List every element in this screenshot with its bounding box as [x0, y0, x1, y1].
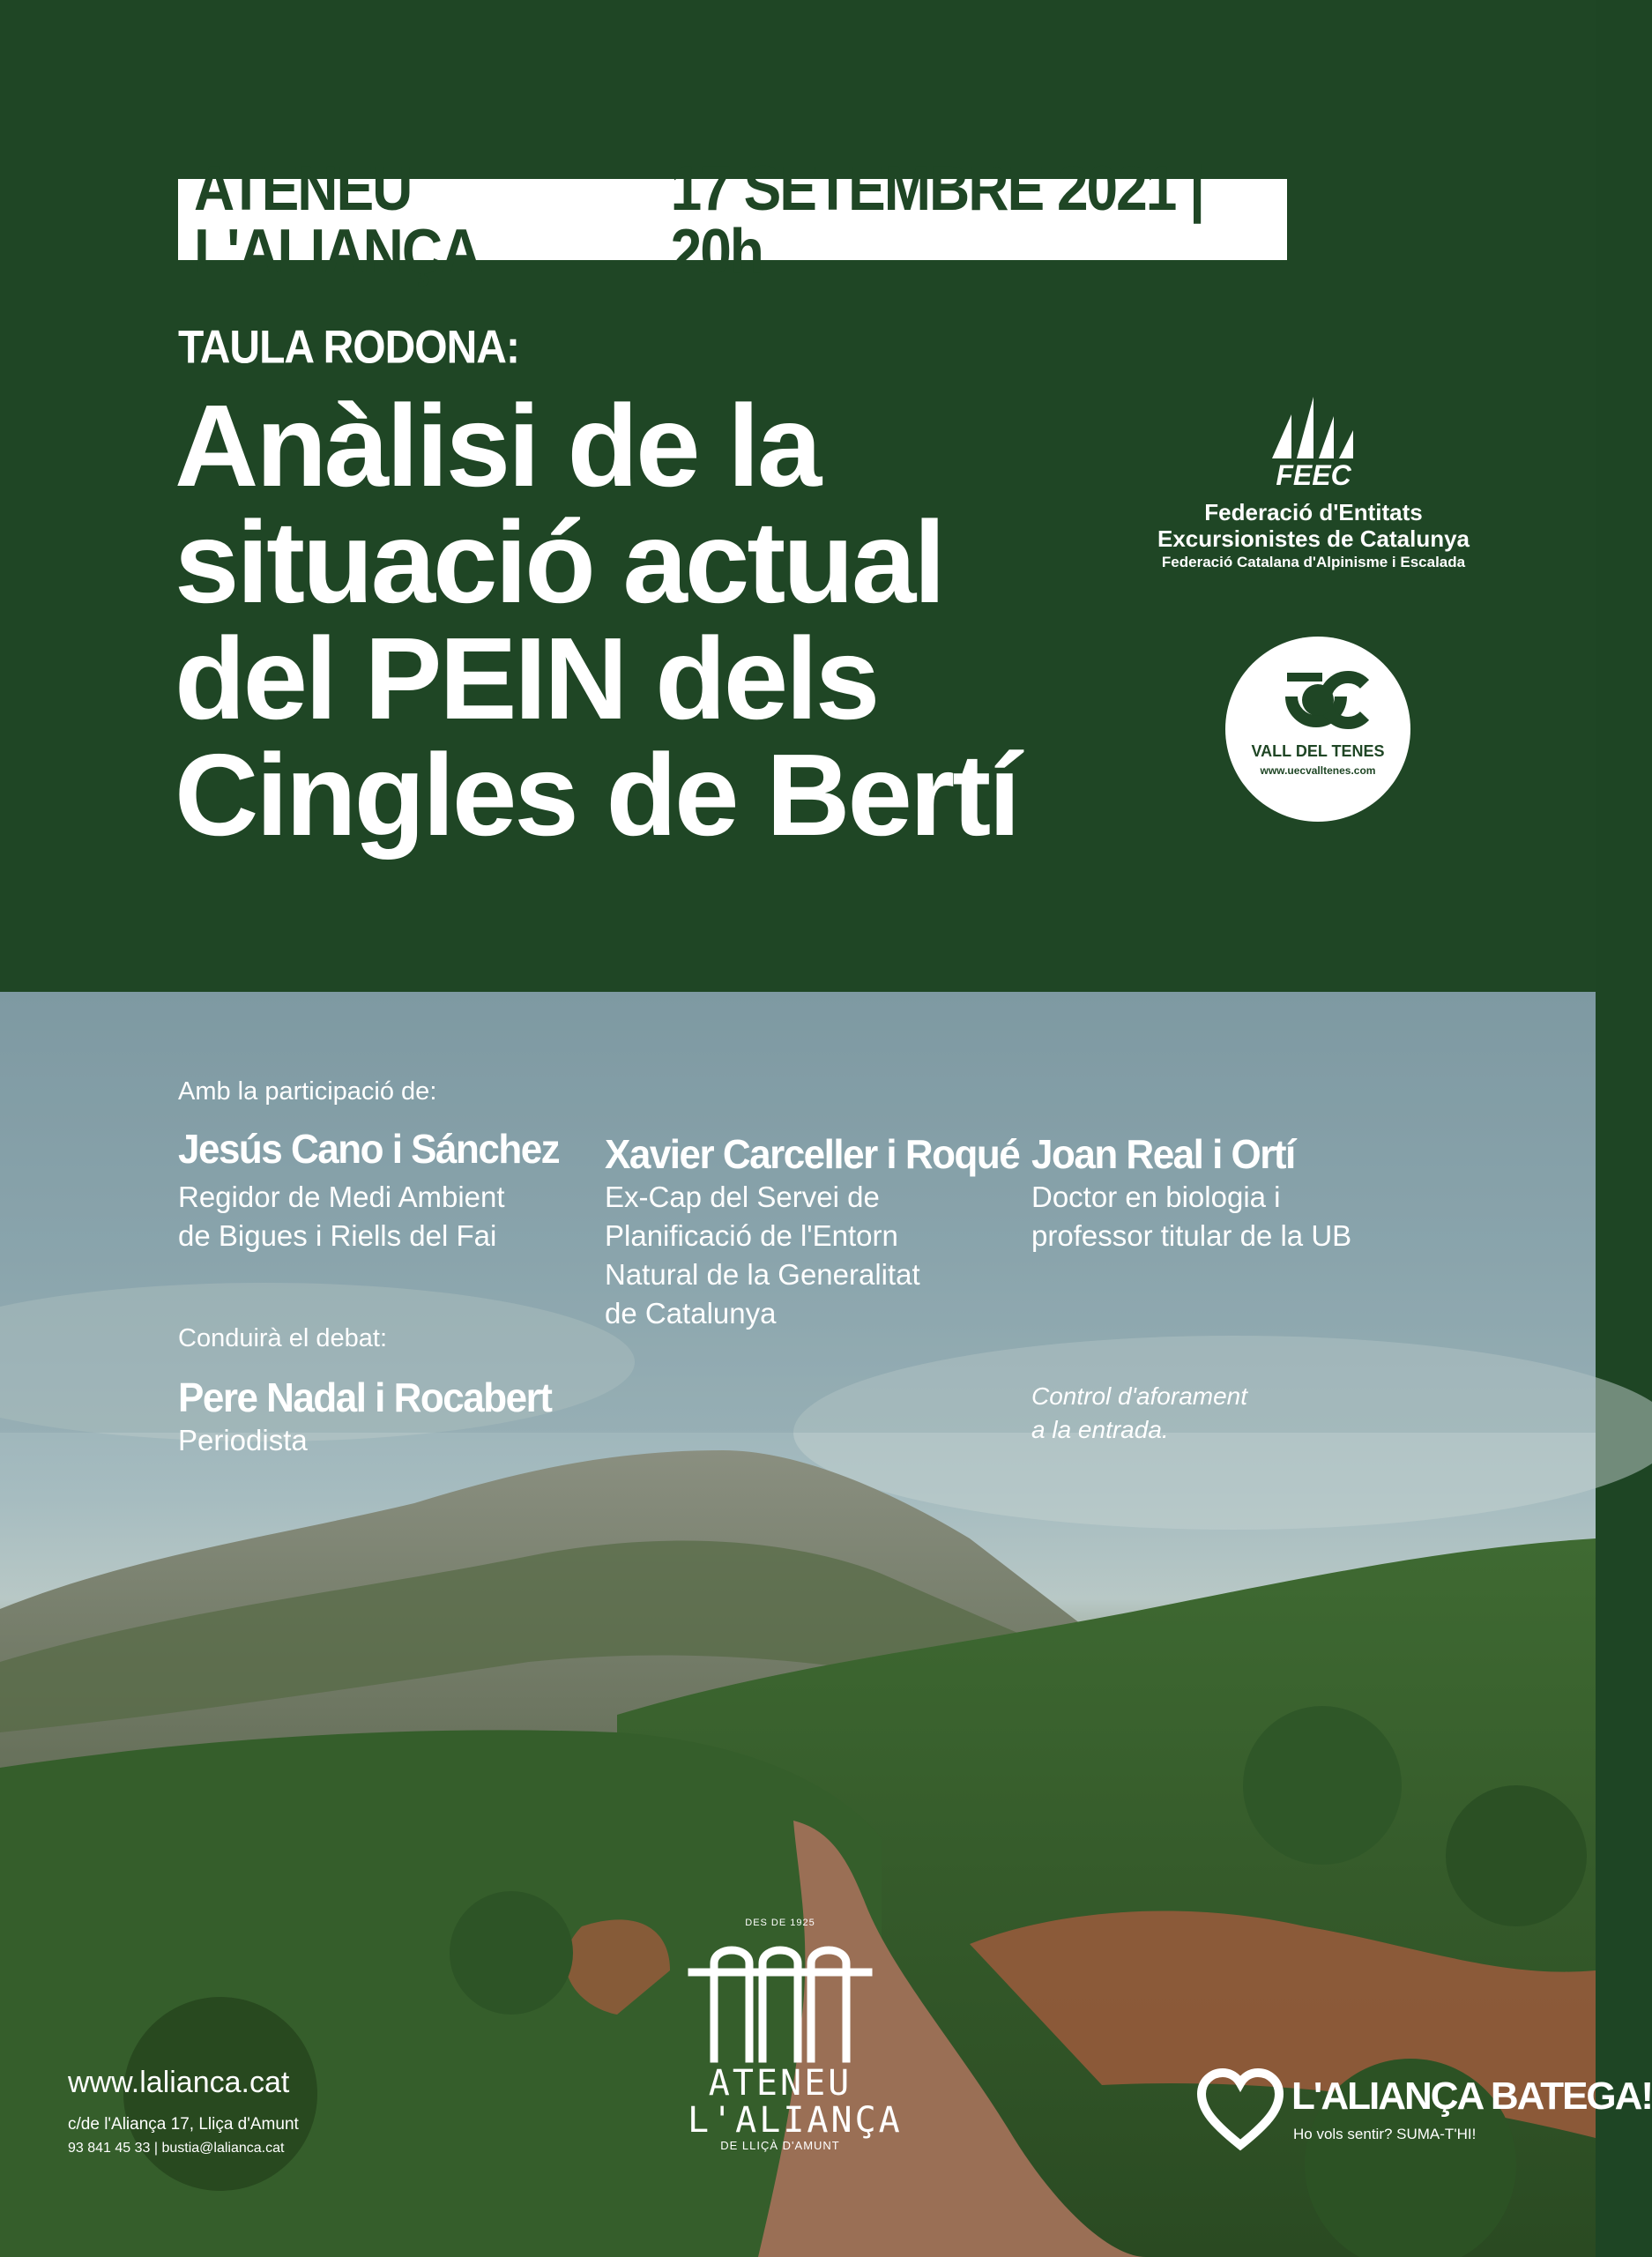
participant-card: [1031, 1132, 1437, 1255]
header-panel: [0, 0, 1596, 992]
uec-name: VALL DEL TENES: [1251, 742, 1385, 760]
role-line: Ex-Cap del Servei de: [605, 1181, 880, 1213]
moderator-role: Periodista: [178, 1424, 308, 1456]
event-date-time: 17 SETEMBRE 2021 | 20h: [670, 152, 1204, 287]
moderator-intro: Conduirà el debat:: [178, 1324, 387, 1352]
role-line: Regidor de Medi Ambient: [178, 1181, 505, 1213]
campaign-tagline: Ho vols sentir? SUMA-T'HI!: [1293, 2126, 1477, 2142]
participant-role: [1031, 1178, 1437, 1255]
ateneu-since: DES DE 1925: [745, 1918, 815, 1928]
address: c/de l'Aliança 17, Lliça d'Amunt: [68, 2115, 299, 2134]
moderator-card: [178, 1375, 636, 1460]
participant-card: [178, 1127, 584, 1255]
ateneu-word-1: ATENEU: [708, 2063, 852, 2104]
campaign-logo: [1196, 2067, 1652, 2156]
participant-role: [605, 1178, 1028, 1333]
event-type: TAULA RODONA:: [178, 322, 519, 374]
participant-name: Xavier Carceller i Roqué: [605, 1132, 1020, 1178]
feec-line-3: Federació Catalana d'Alpinisme i Escalada: [1161, 554, 1466, 570]
title-line: Cingles de Bertí: [175, 730, 1018, 860]
ateneu-word-2: L'ALIANÇA: [688, 2100, 903, 2141]
title-line: Anàlisi de la: [175, 381, 820, 510]
event-title: [175, 381, 1056, 860]
feec-line-1: Federació d'Entitats: [1204, 499, 1423, 525]
role-line: Planificació de l'Entorn: [605, 1219, 898, 1252]
capacity-note: [1031, 1380, 1247, 1447]
participants-intro: Amb la participació de:: [178, 1077, 437, 1106]
uec-url: www.uecvalltenes.com: [1260, 764, 1376, 777]
title-line: del PEIN dels: [175, 614, 878, 743]
feec-acronym: FEEC: [1276, 459, 1351, 491]
role-line: Natural de la Generalitat: [605, 1258, 920, 1291]
website-link[interactable]: www.lalianca.cat: [68, 2066, 290, 2099]
participant-role: [178, 1178, 584, 1255]
role-line: Doctor en biologia i: [1031, 1181, 1281, 1213]
role-line: de Bigues i Riells del Fai: [178, 1219, 497, 1252]
feec-line-2: Excursionistes de Catalunya: [1157, 525, 1470, 552]
role-line: professor titular de la UB: [1031, 1219, 1352, 1252]
note-line: Control d'aforament: [1031, 1382, 1248, 1410]
campaign-title: L'ALIANÇA BATEGA!: [1291, 2075, 1652, 2118]
note-line: a la entrada.: [1031, 1416, 1169, 1443]
ateneu-place: DE LLIÇÀ D'AMUNT: [720, 2139, 840, 2152]
uec-emblem-icon: [1252, 661, 1384, 741]
feec-logo: [1146, 397, 1481, 573]
ateneu-arches-icon: [688, 1928, 873, 2060]
participant-card: [605, 1132, 1028, 1333]
participant-name: Joan Real i Ortí: [1031, 1132, 1295, 1178]
participant-name: Jesús Cano i Sánchez: [178, 1127, 560, 1173]
ateneu-logo: [688, 1918, 903, 2152]
title-line: situació actual: [175, 497, 943, 627]
uec-logo: [1225, 637, 1410, 822]
heart-icon: [1196, 2067, 1284, 2152]
role-line: de Catalunya: [605, 1297, 777, 1330]
venue-name: ATENEU L'ALIANÇA: [194, 152, 480, 287]
feec-mountain-icon: [1265, 397, 1362, 460]
date-banner: [178, 152, 1287, 287]
moderator-name: Pere Nadal i Rocabert: [178, 1375, 552, 1421]
contact-info: 93 841 45 33 | bustia@lalianca.cat: [68, 2141, 285, 2156]
